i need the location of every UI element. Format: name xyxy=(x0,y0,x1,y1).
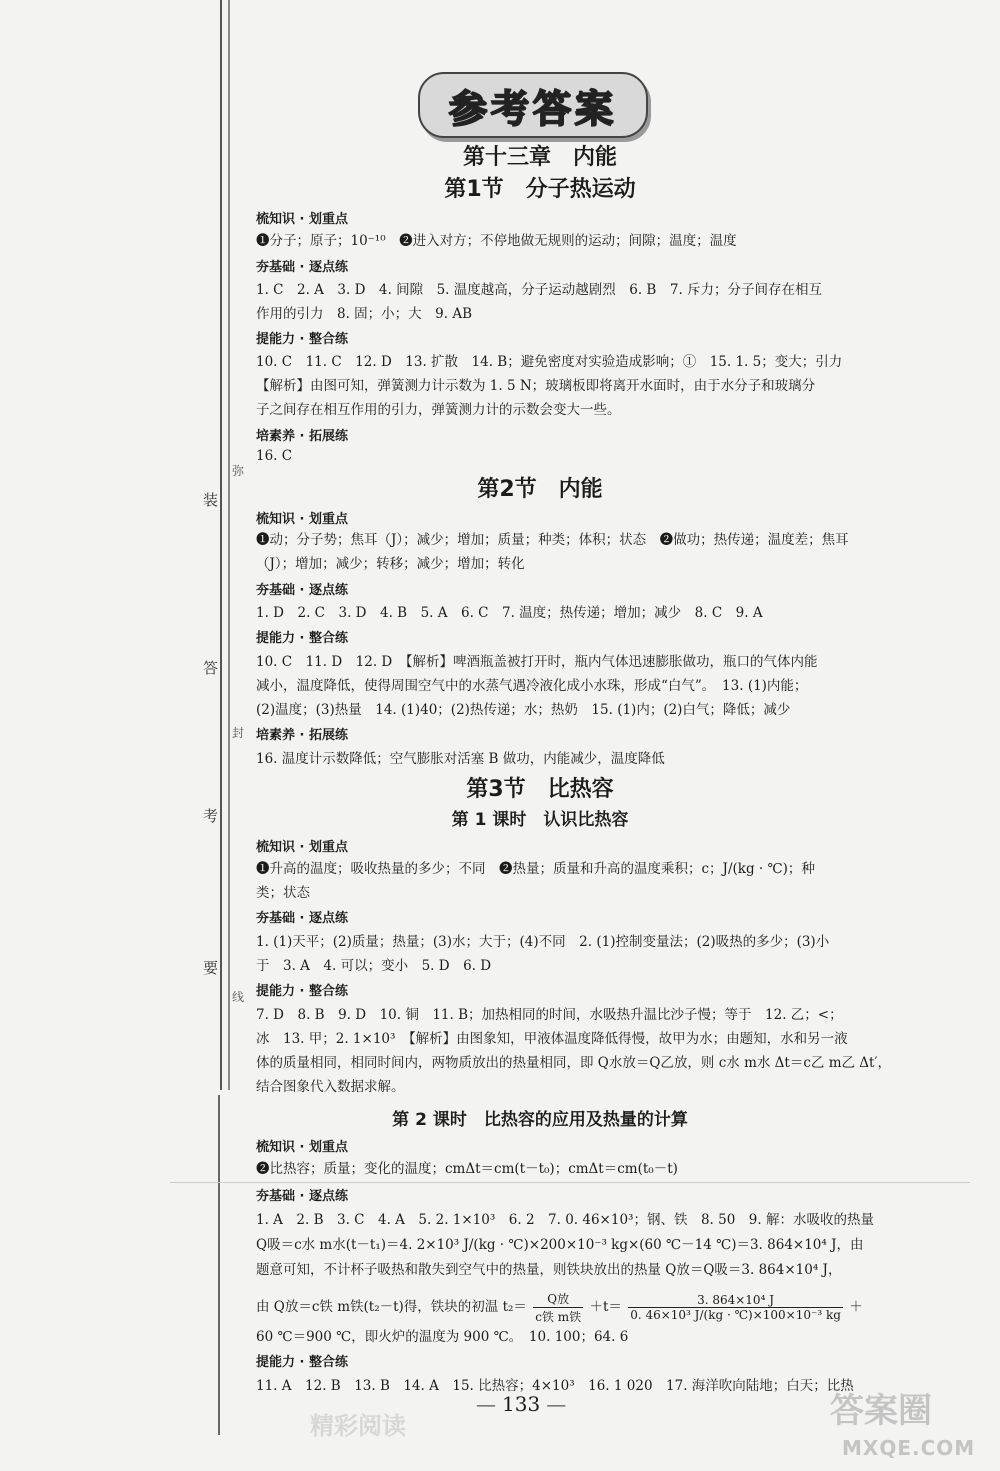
section-title: 第1节 分子热运动 xyxy=(444,177,636,202)
binding-char: 要 xyxy=(201,960,219,975)
formula-text: ＋t＝ xyxy=(589,1299,622,1315)
fraction-denominator: 0. 46×10³ J/(kg · ℃)×100×10⁻³ kg xyxy=(630,1308,841,1322)
answer-line: 10. C 11. C 12. D 13. 扩散 14. B；避免密度对实验造成影响；① 15. 1. 5；变大；引力 xyxy=(256,354,843,370)
answer-line: 冰 13. 甲；2. 1×10³ 【解析】由图象知，甲液体温度降低得慢，故甲为水；由题知，水和另一液 xyxy=(256,1031,848,1047)
answer-line xyxy=(256,1290,863,1325)
subsection-label: 梳知识 · 划重点 xyxy=(256,1140,348,1155)
chapter-title: 第十三章 内能 xyxy=(462,145,617,170)
answer-line: （J）；增加；减少；转移；减少；增加；转化 xyxy=(256,556,525,572)
answer-line: ❷比热容；质量；变化的温度；cmΔt＝cm(t－t₀)；cmΔt＝cm(t₀－t) xyxy=(256,1161,678,1177)
watermark-text: 精彩阅读 xyxy=(310,1412,406,1440)
page-number: — 133 — xyxy=(470,1392,572,1416)
subsection-label: 提能力 · 整合练 xyxy=(256,631,348,646)
binding-char: 装 xyxy=(201,492,219,507)
fraction-denominator: c铁 m铁 xyxy=(535,1310,582,1324)
section-title: 第3节 比热容 xyxy=(466,777,614,802)
answer-line: 体的质量相同，相同时间内，两物质放出的热量相同，即 Q水放＝Q乙放，则 c水 m水 Δt＝c乙 m乙 Δt′， xyxy=(256,1055,892,1071)
fraction-numerator: Q放 xyxy=(533,1290,583,1308)
formula-text: 由 Q放＝c铁 m铁(t₂－t)得，铁块的初温 t₂＝ xyxy=(256,1299,527,1315)
subsection-label: 提能力 · 整合练 xyxy=(256,1355,348,1370)
answers-banner xyxy=(418,72,648,138)
answer-line: 减小，温度降低，使得周围空气中的水蒸气遇冷液化成小水珠，形成“白气”。 13. (1)内能； xyxy=(256,678,808,694)
answer-line: 类；状态 xyxy=(256,885,310,901)
banner-text: 参考答案 xyxy=(448,86,617,131)
answer-line: (2)温度；(3)热量 14. (1)40；(2)热传递；水；热奶 15. (1)内；(2)白气；降低；减少 xyxy=(256,702,791,718)
answer-line: 16. C xyxy=(256,448,293,464)
fraction xyxy=(628,1293,843,1322)
subsection-label: 培素养 · 拓展练 xyxy=(256,728,348,743)
answer-line: 1. C 2. A 3. D 4. 间隙 5. 温度越高，分子运动越剧烈 6. B 7. 斥力；分子间存在相互 xyxy=(256,282,823,298)
subsection-label: 梳知识 · 划重点 xyxy=(256,212,348,227)
answer-line: ❶升高的温度；吸收热量的多少；不同 ❷热量；质量和升高的温度乘积；c；J/(kg · ℃)；种 xyxy=(256,861,815,877)
answer-line: Q吸＝c水 m水(t－t₁)＝4. 2×10³ J/(kg · ℃)×200×10⁻³ kg×(60 ℃－14 ℃)＝3. 864×10⁴ J，由 xyxy=(256,1237,864,1253)
binding-char: 考 xyxy=(201,808,219,823)
binding-char: 线 xyxy=(232,990,245,1004)
divider xyxy=(170,1182,970,1183)
answer-line: 1. A 2. B 3. C 4. A 5. 2. 1×10³ 6. 2 7. 0. 46×10³；钢、铁 8. 50 9. 解：水吸收的热量 xyxy=(256,1212,874,1228)
answer-line: 7. D 8. B 9. D 10. 铜 11. B；加热相同的时间，水吸热升温比沙子慢；等于 12. 乙；<； xyxy=(256,1007,843,1023)
subsection-label: 夯基础 · 逐点练 xyxy=(256,583,348,598)
answer-line: 10. C 11. D 12. D 【解析】啤酒瓶盖被打开时，瓶内气体迅速膨胀做功，瓶口的气体内能 xyxy=(256,654,818,670)
answer-line: 1. (1)天平；(2)质量；热量；(3)水；大于；(4)不同 2. (1)控制变量法；(2)吸热的多少；(3)小 xyxy=(256,934,830,950)
section-title: 第2节 内能 xyxy=(477,477,603,502)
answer-line: 子之间存在相互作用的引力，弹簧测力计的示数会变大一些。 xyxy=(256,402,621,418)
answer-line: 作用的引力 8. 固；小；大 9. AB xyxy=(256,306,473,322)
subsection-label: 培素养 · 拓展练 xyxy=(256,429,348,444)
binding-char: 答 xyxy=(201,660,219,675)
subsection-label: 梳知识 · 划重点 xyxy=(256,512,348,527)
fraction xyxy=(533,1290,583,1325)
answer-line: 【解析】由图可知，弹簧测力计示数为 1. 5 N；玻璃板即将离开水面时，由于水分子和玻璃分 xyxy=(256,378,816,394)
watermark-logo: 答案圈 xyxy=(830,1391,932,1431)
answer-line: 于 3. A 4. 可以；变小 5. D 6. D xyxy=(256,958,492,974)
binding-line xyxy=(218,1095,220,1435)
subsection-label: 梳知识 · 划重点 xyxy=(256,840,348,855)
answer-line: 1. D 2. C 3. D 4. B 5. A 6. C 7. 温度；热传递；增加；减少 8. C 9. A xyxy=(256,605,763,621)
lesson-title: 第 2 课时 比热容的应用及热量的计算 xyxy=(392,1110,688,1130)
answer-line: 60 ℃＝900 ℃，即火炉的温度为 900 ℃。 10. 100；64. 6 xyxy=(256,1329,629,1345)
subsection-label: 夯基础 · 逐点练 xyxy=(256,260,348,275)
subsection-label: 提能力 · 整合练 xyxy=(256,332,348,347)
answer-line: 结合图象代入数据求解。 xyxy=(256,1079,405,1095)
answer-line: 11. A 12. B 13. B 14. A 15. 比热容；4×10³ 16. 1 020 17. 海洋吹向陆地；白天；比热 xyxy=(256,1378,854,1394)
answer-line: ❶动；分子势；焦耳（J）；减少；增加；质量；种类；体积；状态 ❷做功；热传递；温度差；焦耳 xyxy=(256,532,849,548)
subsection-label: 夯基础 · 逐点练 xyxy=(256,1189,348,1204)
answer-line: ❶分子；原子；10⁻¹⁰ ❷进入对方；不停地做无规则的运动；间隙；温度；温度 xyxy=(256,233,737,249)
answer-line: 题意可知，不计杯子吸热和散失到空气中的热量，则铁块放出的热量 Q放＝Q吸＝3. 864×10⁴ J， xyxy=(256,1262,842,1278)
binding-char: 弥 xyxy=(232,464,245,478)
lesson-title: 第 1 课时 认识比热容 xyxy=(451,810,629,830)
subsection-label: 提能力 · 整合练 xyxy=(256,984,348,999)
formula-text: ＋ xyxy=(849,1299,863,1315)
watermark-url: MXQE.COM xyxy=(842,1436,976,1460)
subsection-label: 夯基础 · 逐点练 xyxy=(256,911,348,926)
answer-line: 16. 温度计示数降低；空气膨胀对活塞 B 做功，内能减少，温度降低 xyxy=(256,751,665,767)
binding-char: 封 xyxy=(232,726,245,740)
fraction-numerator: 3. 864×10⁴ J xyxy=(628,1293,843,1308)
